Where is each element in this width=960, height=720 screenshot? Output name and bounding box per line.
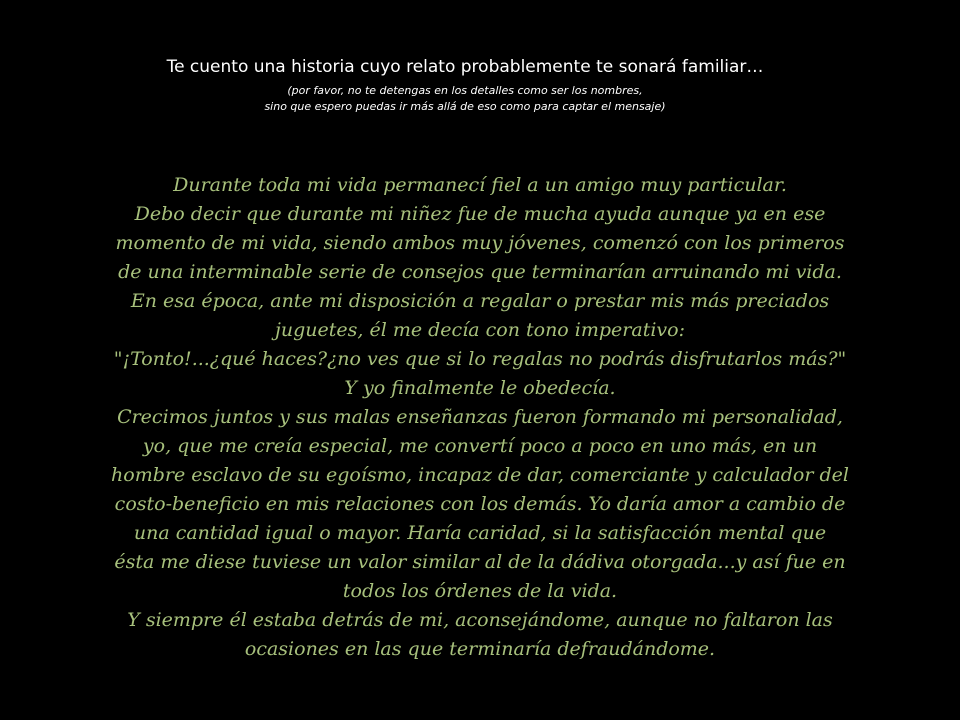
story-line: una cantidad igual o mayor. Haría caridad, si la satisfacción mental que bbox=[133, 522, 827, 544]
story-line: Y siempre él estaba detrás de mi, aconsejándome, aunque no faltaron las bbox=[127, 609, 833, 631]
story-line: juguetes, él me decía con tono imperativo: bbox=[275, 319, 685, 341]
story-line: hombre esclavo de su egoísmo, incapaz de dar, comerciante y calculador del bbox=[111, 464, 849, 486]
story-line: todos los órdenes de la vida. bbox=[342, 580, 618, 602]
story-line: yo, que me creía especial, me convertí poco a poco en uno más, en un bbox=[142, 435, 818, 457]
story-line: "¡Tonto!...¿qué haces?¿no ves que si lo regalas no podrás disfrutarlos más?" bbox=[113, 348, 847, 370]
story-line: de una interminable serie de consejos que terminarían arruinando mi vida. bbox=[118, 261, 842, 283]
intro-note-line-2: sino que espero puedas ir más allá de eso como para captar el mensaje) bbox=[264, 100, 666, 113]
story-line: En esa época, ante mi disposición a regalar o prestar mis más preciados bbox=[130, 290, 830, 312]
story-line: Crecimos juntos y sus malas enseñanzas fueron formando mi personalidad, bbox=[117, 406, 843, 428]
story-line: Y yo finalmente le obedecía. bbox=[344, 377, 616, 399]
story-line: ésta me diese tuviese un valor similar al de la dádiva otorgada...y así fue en bbox=[114, 551, 846, 573]
story-text bbox=[20, 171, 940, 664]
intro-title: Te cuento una historia cuyo relato probablemente te sonará familiar… bbox=[166, 57, 764, 77]
story-line: ocasiones en las que terminaría defraudándome. bbox=[244, 638, 716, 660]
story-line: Durante toda mi vida permanecí fiel a un amigo muy particular. bbox=[173, 174, 787, 196]
intro-note-line-1: (por favor, no te detengas en los detalles como ser los nombres, bbox=[287, 84, 643, 97]
story-line: Debo decir que durante mi niñez fue de mucha ayuda aunque ya en ese bbox=[134, 203, 826, 225]
story-line: momento de mi vida, siendo ambos muy jóvenes, comenzó con los primeros bbox=[115, 232, 845, 254]
story-line: costo-beneficio en mis relaciones con los demás. Yo daría amor a cambio de bbox=[114, 493, 846, 515]
